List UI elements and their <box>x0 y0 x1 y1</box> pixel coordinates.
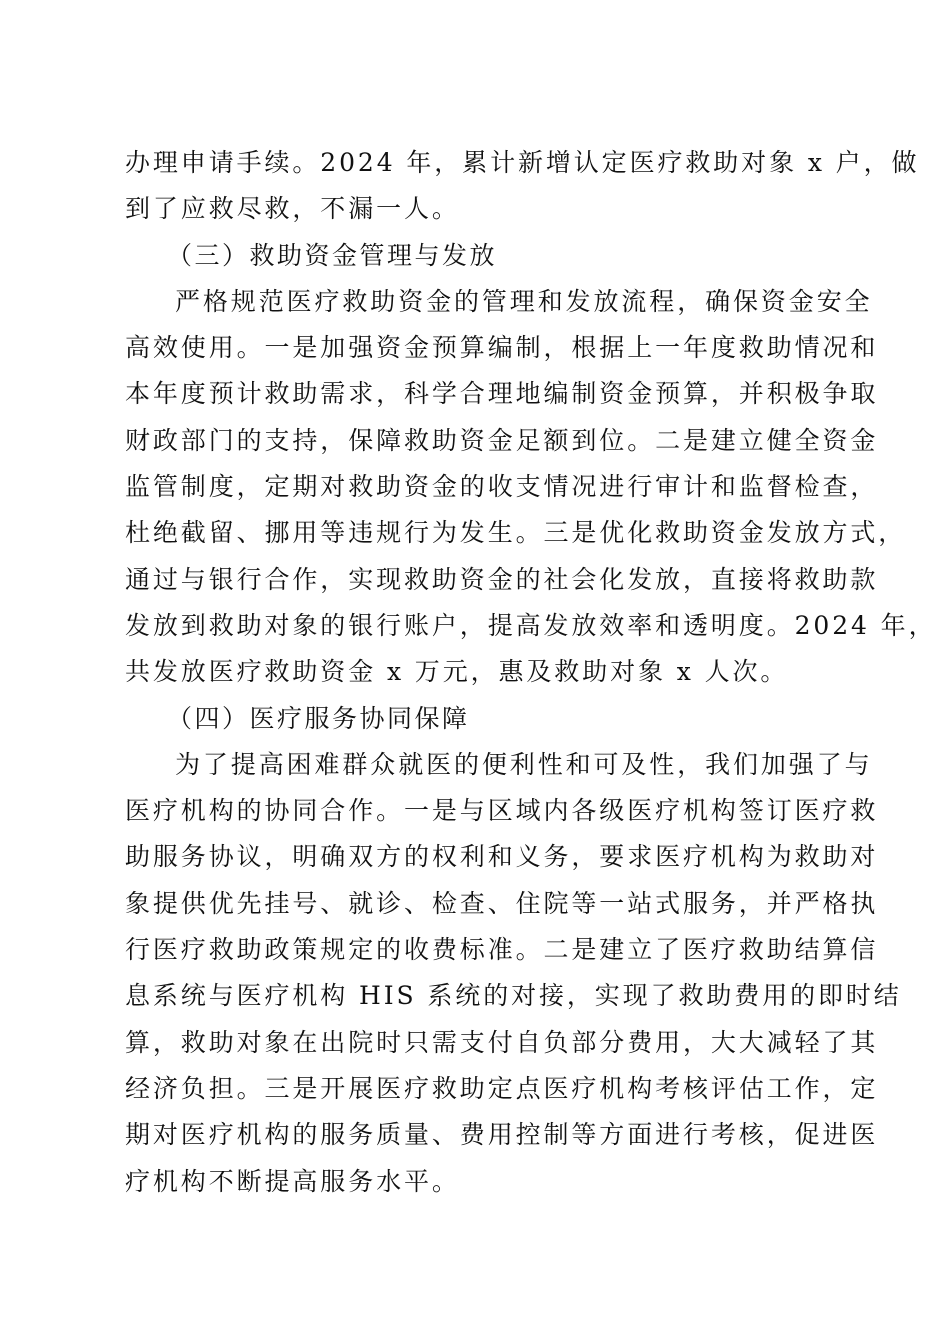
text-line: 本年度预计救助需求，科学合理地编制资金预算，并积极争取 <box>125 379 879 409</box>
text-line: 疗机构不断提高服务水平。 <box>125 1166 460 1196</box>
text-line: 办理申请手续。2024 年，累计新增认定医疗救助对象 x 户，做 <box>125 148 920 177</box>
text-line: 监管制度，定期对救助资金的收支情况进行审计和监督检查， <box>125 472 879 502</box>
text-line: 杜绝截留、挪用等违规行为发生。三是优化救助资金发放方式， <box>125 518 907 548</box>
text-line: 助服务协议，明确双方的权利和义务，要求医疗机构为救助对 <box>125 842 879 872</box>
text-line: 到了应救尽救，不漏一人。 <box>125 194 460 224</box>
text-line: 医疗机构的协同合作。一是与区域内各级医疗机构签订医疗救 <box>125 796 879 826</box>
text-line: 严格规范医疗救助资金的管理和发放流程，确保资金安全 <box>175 286 873 316</box>
text-line: 发放到救助对象的银行账户，提高发放效率和透明度。2024 年， <box>125 610 937 640</box>
text-line: 高效使用。一是加强资金预算编制，根据上一年度救助情况和 <box>125 333 879 363</box>
text-line: 经济负担。三是开展医疗救助定点医疗机构考核评估工作，定 <box>125 1073 879 1103</box>
text-line: 期对医疗机构的服务质量、费用控制等方面进行考核，促进医 <box>125 1120 879 1150</box>
text-line: 象提供优先挂号、就诊、检查、住院等一站式服务，并严格执 <box>125 888 879 918</box>
text-line: 为了提高困难群众就医的便利性和可及性，我们加强了与 <box>175 749 873 779</box>
text-line: 行医疗救助政策规定的收费标准。二是建立了医疗救助结算信 <box>125 935 879 965</box>
text-line: 算，救助对象在出院时只需支付自负部分费用，大大减轻了其 <box>125 1027 879 1057</box>
section-heading-medical-services: （四）医疗服务协同保障 <box>167 703 470 733</box>
text-line: 通过与银行合作，实现救助资金的社会化发放，直接将救助款 <box>125 564 879 594</box>
text-line: 财政部门的支持，保障救助资金足额到位。二是建立健全资金 <box>125 425 879 455</box>
section-heading-funds: （三）救助资金管理与发放 <box>167 240 498 270</box>
text-line: 息系统与医疗机构 HIS 系统的对接，实现了救助费用的即时结 <box>125 981 902 1011</box>
text-line: 共发放医疗救助资金 x 万元，惠及救助对象 x 人次。 <box>125 657 789 687</box>
document-body <box>125 140 937 1205</box>
